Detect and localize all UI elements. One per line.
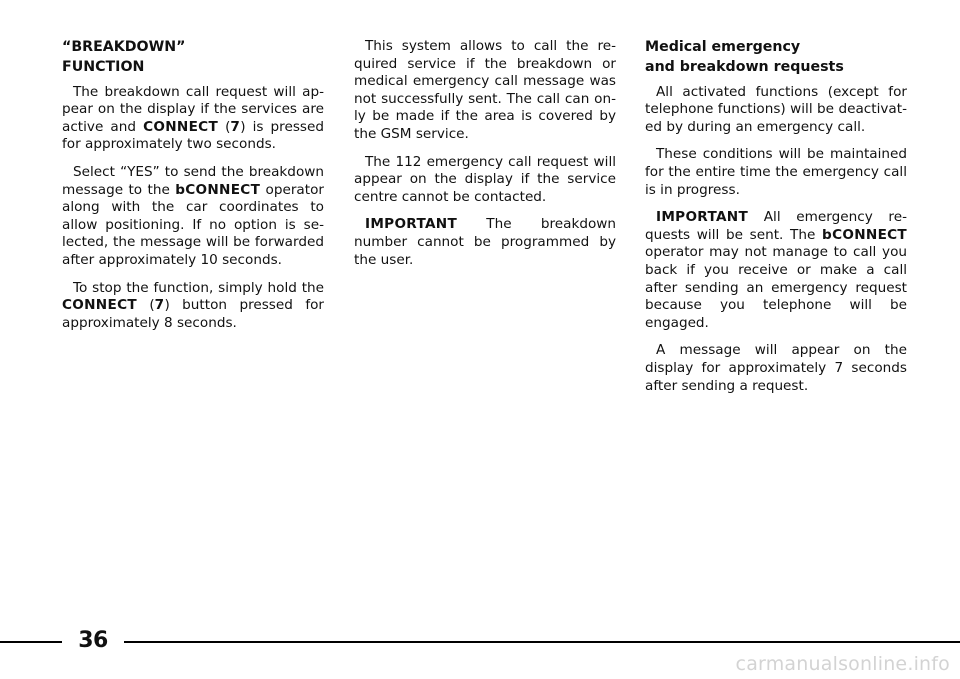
text-run: All emergency requests will be sent. The [645, 209, 907, 243]
text-run: operator along with the car coordinates to allow positioning. If no option is selected, the message will be forwarded after approximately 10 seconds. [62, 181, 324, 268]
text-run: ( [218, 118, 231, 135]
paragraph: These conditions will be maintained for the entire time the emergency call is in progress. [645, 146, 907, 198]
paragraph: The 112 emergency call request will appear on the display if the service centre cannot be contacted. [354, 153, 616, 205]
heading-line-2: FUNCTION [62, 58, 145, 75]
text-run: operator may not manage to call you back if you receive or make a call after sending an emergency request because you telephone will be engaged. [645, 244, 907, 331]
paragraph: This system allows to call the required service if the breakdown or medical emergency call message was not successfully sent. The call can only be made if the area is covered by the GSM service. [354, 38, 616, 142]
text-run: ) is pressed for approximately two seconds. [62, 118, 324, 153]
bold-term: 7 [230, 118, 241, 135]
text-run: The breakdown call request will appear on the display if the services are active and [62, 83, 324, 135]
footer-rule-left [0, 641, 62, 643]
text-run: The breakdown number cannot be programmed by the user. [354, 216, 616, 268]
footer-rule-right [124, 641, 960, 643]
paragraph: All activated functions (except for telephone functions) will be deactivated by during an emergency call. [645, 83, 907, 135]
important-label: IMPORTANT [365, 216, 458, 233]
column-medical-emergency [645, 38, 907, 405]
heading-line-1: Medical emergency [645, 39, 801, 55]
paragraph [62, 164, 324, 270]
page-number: 36 [78, 628, 108, 653]
bold-term: CONNECT [62, 297, 137, 314]
watermark-text: carmanualsonline.info [735, 653, 950, 675]
heading-line-1: “BREAKDOWN” [62, 39, 186, 55]
text-run: ( [136, 297, 155, 314]
paragraph [645, 209, 907, 332]
bold-term: CONNECT [143, 118, 219, 135]
paragraph: A message will appear on the display for approximately 7 seconds after sending a request. [645, 342, 907, 394]
bold-term: bCONNECT [822, 226, 907, 243]
column-emergency-call [354, 38, 616, 279]
text-run: ) button pressed for approximately 8 seconds. [62, 297, 325, 331]
column-breakdown-function [62, 38, 324, 342]
text-run: Select “YES” to send the breakdown message to the [62, 163, 324, 198]
bold-term: 7 [154, 297, 165, 314]
text-run: To stop the function, simply hold the [73, 279, 324, 296]
section-heading-medical [645, 38, 907, 78]
bold-term: bCONNECT [175, 181, 261, 198]
paragraph [62, 280, 324, 333]
important-label: IMPORTANT [656, 209, 749, 226]
section-heading-breakdown [62, 38, 324, 78]
paragraph [62, 84, 324, 154]
paragraph [354, 216, 616, 269]
heading-line-2: and breakdown requests [645, 58, 844, 75]
